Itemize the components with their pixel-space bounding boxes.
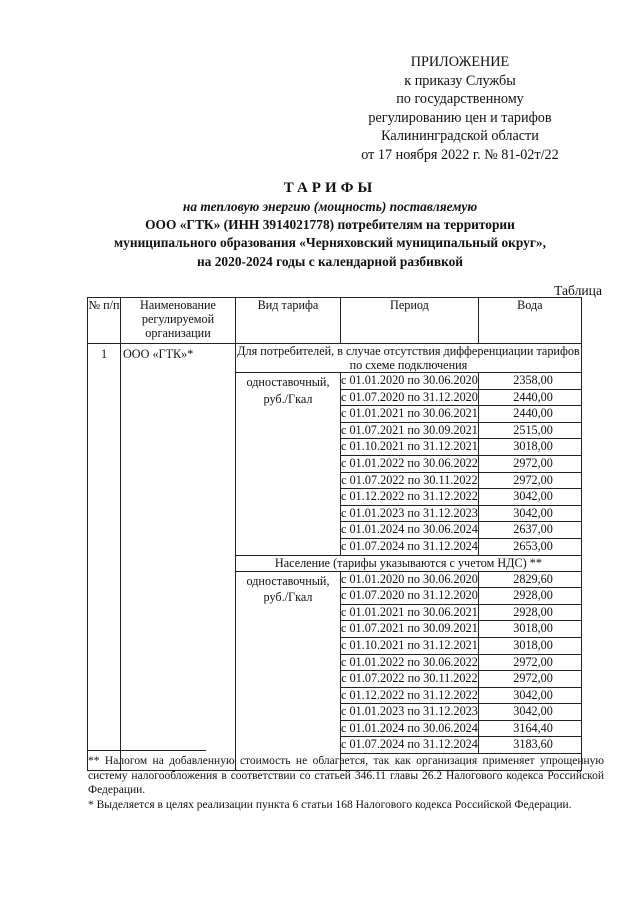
value-cell: 2515,00 (478, 422, 581, 439)
period-cell: с 01.01.2022 по 30.06.2022 (341, 455, 479, 472)
value-cell: 2972,00 (478, 472, 581, 489)
row-number: 1 (88, 344, 121, 771)
footnote-separator (88, 750, 206, 751)
value-cell: 3183,60 (478, 737, 581, 754)
appendix-line: Калининградской области (381, 128, 539, 145)
org-name: ООО «ГТК»* (121, 344, 236, 771)
period-cell: с 01.07.2024 по 31.12.2024 (341, 737, 479, 754)
period-cell: с 01.07.2020 по 31.12.2020 (341, 389, 479, 406)
table-caption: Таблица (554, 283, 602, 298)
period-cell: с 01.12.2022 по 31.12.2022 (341, 687, 479, 704)
title-line-4: на 2020-2024 годы с календарной разбивкой (196, 253, 464, 269)
group-title-consumers: Для потребителей, в случае отсутствия дифференциации тарифов по схеме подключения (237, 344, 580, 372)
footnotes (88, 754, 604, 812)
period-cell: с 01.07.2021 по 30.09.2021 (341, 422, 479, 439)
period-cell: с 01.01.2021 по 30.06.2021 (341, 604, 479, 621)
group-title-population: Население (тарифы указываются с учетом НДС) ** (236, 555, 582, 571)
value-cell: 2928,00 (478, 604, 581, 621)
period-cell: с 01.01.2020 по 30.06.2020 (341, 373, 479, 390)
period-cell: с 01.07.2024 по 31.12.2024 (341, 538, 479, 555)
appendix-order-date: от 17 ноября 2022 г. № 81-02т/22 (361, 146, 559, 163)
period-cell: с 01.07.2022 по 30.11.2022 (341, 671, 479, 688)
value-cell: 2637,00 (478, 522, 581, 539)
tariff-kind: одноставочный, руб./Гкал (236, 571, 341, 771)
value-cell: 2440,00 (478, 406, 581, 423)
period-cell: с 01.01.2023 по 31.12.2023 (341, 505, 479, 522)
appendix-line: регулированию цен и тарифов (368, 109, 552, 126)
value-cell: 3042,00 (478, 687, 581, 704)
period-cell: с 01.01.2023 по 31.12.2023 (341, 704, 479, 721)
period-cell: с 01.07.2022 по 30.11.2022 (341, 472, 479, 489)
appendix-line: к приказу Службы (404, 72, 516, 89)
period-cell: с 01.10.2021 по 31.12.2021 (341, 637, 479, 654)
title-line-3: муниципального образования «Черняховский муниципальный округ», (114, 235, 546, 251)
title-line-2: ООО «ГТК» (ИНН 3914021778) потребителям на территории (145, 217, 515, 233)
period-cell: с 01.01.2024 по 30.06.2024 (341, 522, 479, 539)
value-cell: 2928,00 (478, 588, 581, 605)
period-cell: с 01.01.2022 по 30.06.2022 (341, 654, 479, 671)
tariff-kind: одноставочный, руб./Гкал (236, 373, 341, 556)
value-cell: 3042,00 (478, 505, 581, 522)
period-cell: с 01.10.2021 по 31.12.2021 (341, 439, 479, 456)
header-num: № п/п (88, 298, 121, 344)
appendix-heading: ПРИЛОЖЕНИЕ (410, 54, 510, 70)
tariff-table (87, 297, 582, 771)
document-title (70, 178, 590, 271)
period-cell: с 01.07.2020 по 31.12.2020 (341, 588, 479, 605)
appendix-block (330, 53, 590, 165)
table-header-row (88, 298, 582, 344)
value-cell: 3018,00 (478, 637, 581, 654)
header-period: Период (341, 298, 479, 344)
header-org: Наименование регулируемой организации (121, 298, 236, 344)
period-cell: с 01.12.2022 по 31.12.2022 (341, 489, 479, 506)
period-cell: с 01.01.2024 по 30.06.2024 (341, 720, 479, 737)
header-water: Вода (478, 298, 581, 344)
period-cell: с 01.07.2021 по 30.09.2021 (341, 621, 479, 638)
value-cell: 3042,00 (478, 489, 581, 506)
footnote-vat: ** Налогом на добавленную стоимость не облагается, так как организация применяет упрощенную систему налогообложения в соответствии со статьей 346.11 главы 26.2 Налогового кодекса Российской Федерации. (88, 755, 604, 797)
value-cell: 2972,00 (478, 671, 581, 688)
value-cell: 2829,60 (478, 571, 581, 588)
value-cell: 3042,00 (478, 704, 581, 721)
header-kind: Вид тарифа (236, 298, 341, 344)
value-cell: 2358,00 (478, 373, 581, 390)
title-main: ТАРИФЫ (283, 180, 377, 196)
title-line-1: на тепловую энергию (мощность) поставляемую (182, 199, 478, 214)
value-cell: 2653,00 (478, 538, 581, 555)
group-header-row (88, 344, 582, 373)
appendix-line: по государственному (396, 91, 524, 108)
period-cell: с 01.01.2020 по 30.06.2020 (341, 571, 479, 588)
value-cell: 2972,00 (478, 455, 581, 472)
period-cell: с 01.01.2021 по 30.06.2021 (341, 406, 479, 423)
value-cell: 3164,40 (478, 720, 581, 737)
value-cell: 3018,00 (478, 621, 581, 638)
footnote-article-168: * Выделяется в целях реализации пункта 6 статьи 168 Налогового кодекса Российской Федерации. (88, 798, 572, 811)
value-cell: 2972,00 (478, 654, 581, 671)
value-cell: 3018,00 (478, 439, 581, 456)
value-cell: 2440,00 (478, 389, 581, 406)
